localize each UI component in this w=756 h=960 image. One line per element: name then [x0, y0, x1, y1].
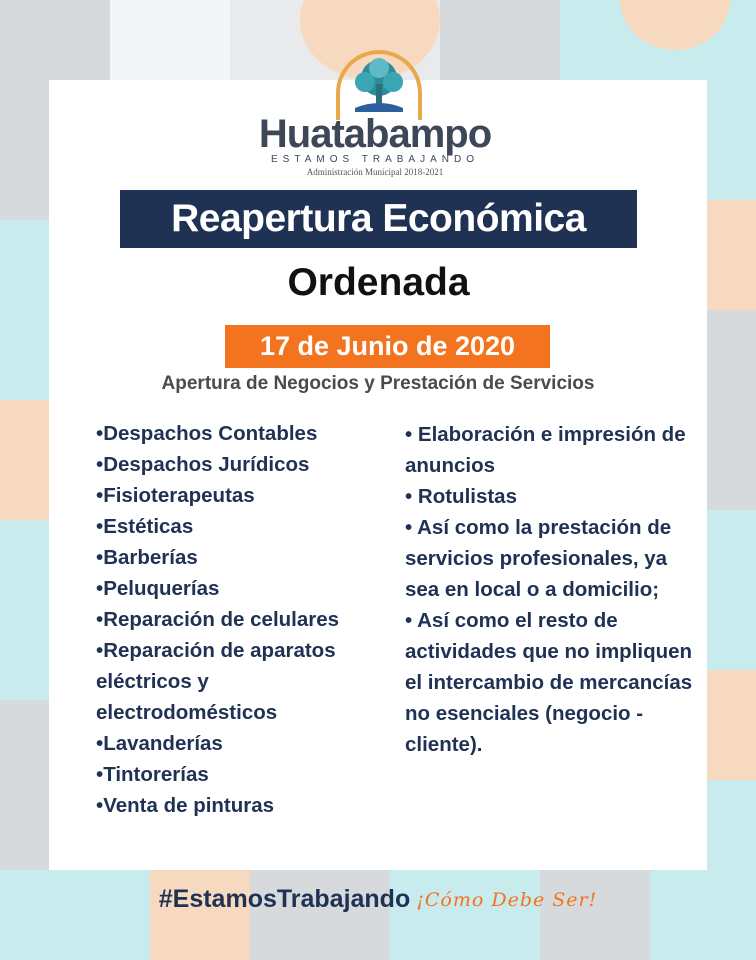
bullet-icon: • [96, 577, 104, 600]
list-item: •Venta de pinturas [96, 794, 275, 817]
bullet-icon: • [96, 515, 104, 538]
section-heading: Apertura de Negocios y Prestación de Servicios [161, 373, 595, 394]
footer-hashtag: #EstamosTrabajando [158, 885, 411, 913]
logo-name: Huatabampo [258, 112, 492, 156]
tree-logo-icon [347, 54, 411, 118]
bullet-icon: • [405, 485, 413, 508]
bullet-icon: • [405, 516, 413, 539]
bullet-icon: • [96, 484, 104, 507]
logo-administration: Administración Municipal 2018-2021 [306, 167, 444, 177]
bullet-icon: • [405, 423, 413, 446]
bullet-icon: • [96, 794, 104, 817]
list-item: •Barberías [96, 546, 198, 569]
bullet-icon: • [96, 732, 104, 755]
footer [0, 885, 756, 914]
list-item: •Despachos Jurídicos [96, 453, 310, 476]
date-badge: 17 de Junio de 2020 [225, 325, 550, 368]
list-item: •Tintorerías [96, 763, 209, 786]
list-item: •Peluquerías [96, 577, 220, 600]
list-item: • Así como la prestación de servicios profesionales, ya sea en local o a domicilio; [405, 516, 672, 601]
footer-slogan: ¡Cómo Debe Ser! [416, 888, 598, 911]
bullet-icon: • [96, 608, 104, 631]
list-item: • Elaboración e impresión de anuncios [405, 423, 686, 477]
list-item: •Despachos Contables [96, 422, 318, 445]
list-item: •Reparación de aparatos eléctricos y electrodomésticos [96, 639, 336, 724]
municipal-logo [257, 50, 493, 175]
list-item: • Rotulistas [405, 485, 517, 508]
list-item: •Estéticas [96, 515, 194, 538]
page-title: Reapertura Económica [120, 190, 637, 248]
logo-tagline: ESTAMOS TRABAJANDO [271, 154, 479, 165]
page-subtitle: Ordenada [287, 261, 470, 304]
bullet-icon: • [96, 453, 104, 476]
list-item: •Lavanderías [96, 732, 223, 755]
bullet-icon: • [96, 763, 104, 786]
bullet-icon: • [96, 422, 104, 445]
left-activity-list [96, 418, 386, 821]
list-item: • Así como el resto de actividades que no impliquen el intercambio de mercancías no esenciales (negocio - cliente). [405, 609, 693, 756]
bullet-icon: • [96, 639, 104, 662]
bullet-icon: • [96, 546, 104, 569]
list-item: •Reparación de celulares [96, 608, 340, 631]
bullet-icon: • [405, 609, 413, 632]
right-activity-list [405, 419, 695, 760]
list-item: •Fisioterapeutas [96, 484, 255, 507]
